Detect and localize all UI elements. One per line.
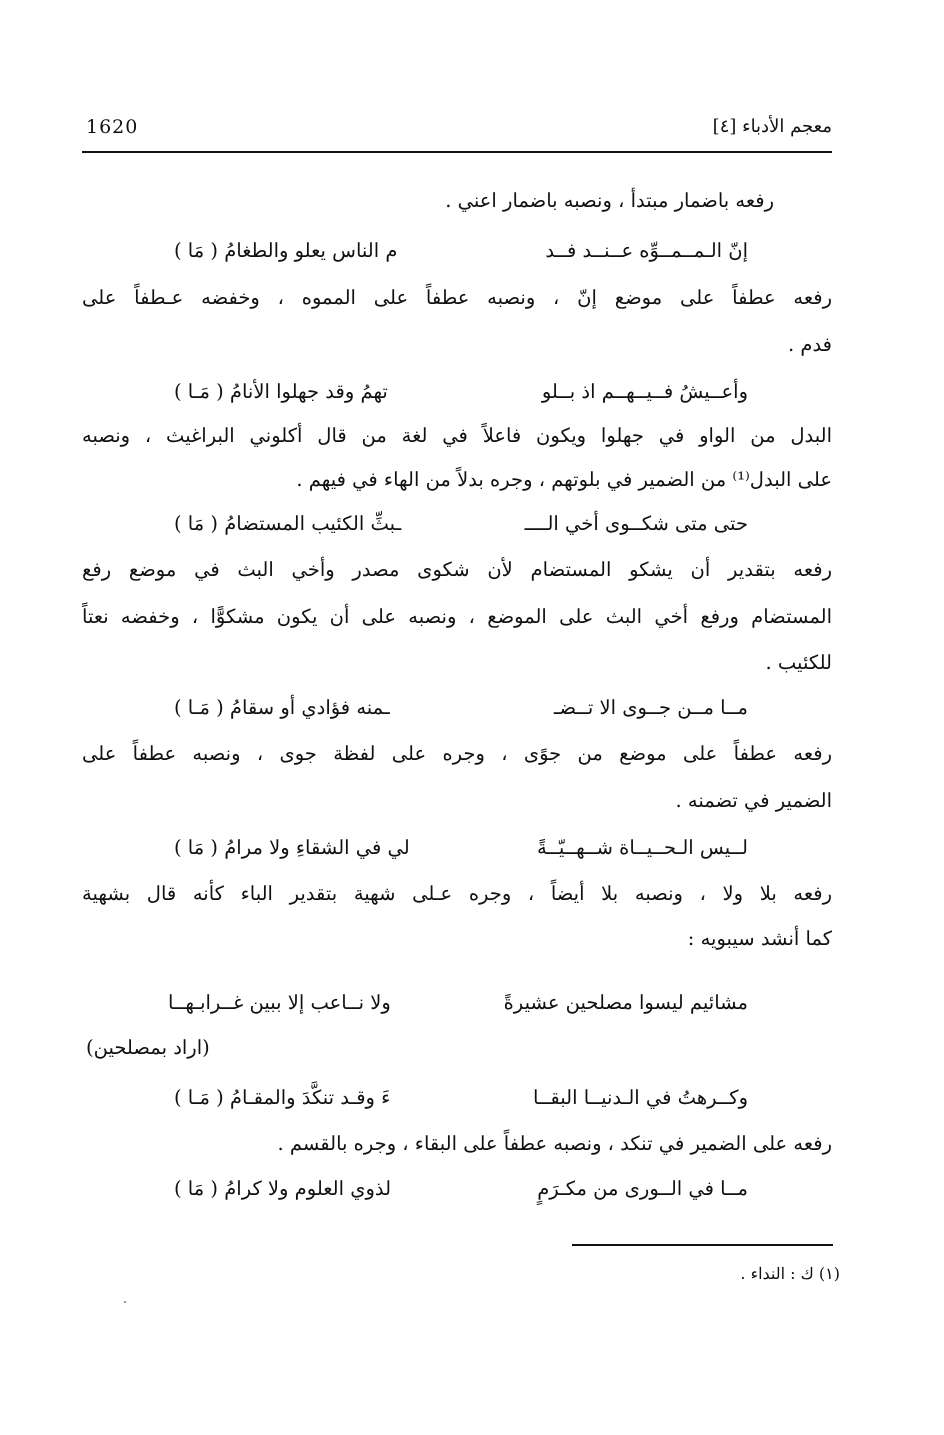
verse-line: [168, 988, 748, 1018]
text-line: البدل من الواو في جهلوا ويكون فاعلاً في لغة من قال أكلوني البراغيث ، ونصبه: [82, 424, 832, 447]
verse-line: [168, 377, 748, 407]
verse-hemistich-first: مــا في الــورى من مكـرَمٍ: [537, 1177, 748, 1200]
verse-hemistich-second: [168, 693, 390, 723]
footnote: (١) ك : النداء .: [740, 1264, 840, 1283]
header-rule: [82, 151, 832, 153]
verse-hemistich-first: إنّ الـمــمــوِّه عــنــد فــد: [545, 239, 748, 262]
text-line: رفعه عطفاً على موضع من جوًى ، وجره على لفظة جوى ، ونصبه عطفاً على: [82, 742, 832, 765]
verse-hemistich-first: وكــرهتُ في الـدنيــا البقــا: [533, 1086, 748, 1109]
text-line: كما أنشد سيبويه :: [687, 927, 832, 950]
text-line: فدم .: [787, 333, 832, 356]
text-line: رفعه بلا ولا ، ونصبه بلا أيضاً ، وجره عـلى شهية بتقدير الباء كأنه قال بشهية: [82, 882, 832, 905]
verse-line: [168, 1174, 748, 1204]
text-line: المستضام ورفع أخي البث على الموضع ، ونصبه على أن يكون مشكوًّا ، وخفضه نعتاً: [82, 605, 832, 628]
verse-line: [168, 509, 748, 539]
verse-marker: ( مَا ): [174, 1177, 218, 1200]
verse-hemistich-second: [168, 1174, 391, 1204]
text-line: للكئيب .: [765, 651, 832, 674]
text-line: رفعه عطفاً على موضع إنّ ، ونصبه عطفاً على المموه ، وخفضه عـطفاً على: [82, 286, 832, 309]
verse-marker: ( مَـا ): [174, 380, 224, 403]
text-line: رفعه بتقدير أن يشكو المستضام لأن شكوى مصدر وأخي البث في موضع رفع: [82, 558, 832, 581]
text-line: رفعه على الضمير في تنكد ، ونصبه عطفاً على البقاء ، وجره بالقسم .: [277, 1132, 832, 1155]
verse-hemistich-first: وأعــيشُ فــيــهــم اذ بــلو: [541, 380, 748, 403]
page-number: 1620: [86, 116, 139, 138]
verse-hemistich-second: ولا نــاعب إلا ببين غــرابـهــا: [168, 991, 391, 1014]
verse-marker: ( مَـا ): [174, 1086, 224, 1109]
verse-hemistich-second: [168, 377, 388, 407]
verse-hemistich-first: حتى متى شكــوى أخي الــــ: [524, 512, 748, 535]
verse-hemistich-text: ـبثِّ الكئيب المستضامُ: [224, 512, 402, 535]
text-line: الضمير في تضمنه .: [675, 789, 832, 812]
footnote-rule: [572, 1244, 833, 1246]
verse-hemistich-text: تهمُ وقد جهلوا الأنامُ: [229, 380, 388, 403]
verse-marker: ( مَا ): [174, 512, 218, 535]
running-header: [82, 116, 832, 148]
verse-hemistich-second: [168, 1083, 390, 1113]
text-line: (اراد بمصلحين): [86, 1036, 210, 1059]
text-line: على البدل⁽¹⁾ من الضمير في بلوتهم ، وجره بدلاً من الهاء في فيهم .: [296, 468, 832, 491]
verse-line: [168, 833, 748, 863]
verse-marker: ( مَا ): [174, 239, 218, 262]
verse-marker: ( مَا ): [174, 836, 218, 859]
text-line: رفعه باضمار مبتدأ ، ونصبه باضمار اعني .: [445, 189, 774, 212]
verse-line: [168, 1083, 748, 1113]
verse-line: [168, 693, 748, 723]
verse-line: [168, 236, 748, 266]
verse-hemistich-text: لذوي العلوم ولا كرامُ: [224, 1177, 392, 1200]
verse-hemistich-second: [168, 236, 397, 266]
verse-hemistich-second: [168, 509, 401, 539]
scan-speck: [124, 1301, 126, 1303]
verse-hemistich-first: لــيس الـحــيــاة شــهــيّــةً: [536, 836, 748, 859]
verse-hemistich-text: لي في الشقاءِ ولا مرامُ: [224, 836, 410, 859]
verse-hemistich-first: مــا مــن جــوى الا تــضـ: [553, 696, 748, 719]
verse-marker: ( مَـا ): [174, 696, 224, 719]
verse-hemistich-second: [168, 833, 410, 863]
verse-hemistich-text: م الناس يعلو والطغامُ: [224, 239, 398, 262]
verse-hemistich-text: ءَ وقـد تنكَّدَ والمقـامُ: [229, 1086, 391, 1109]
verse-hemistich-text: ـمنه فؤادي أو سقامُ: [229, 696, 390, 719]
verse-hemistich-first: مشائيم ليسوا مصلحين عشيرةً: [503, 991, 748, 1014]
running-title: معجم الأدباء [٤]: [712, 116, 832, 137]
